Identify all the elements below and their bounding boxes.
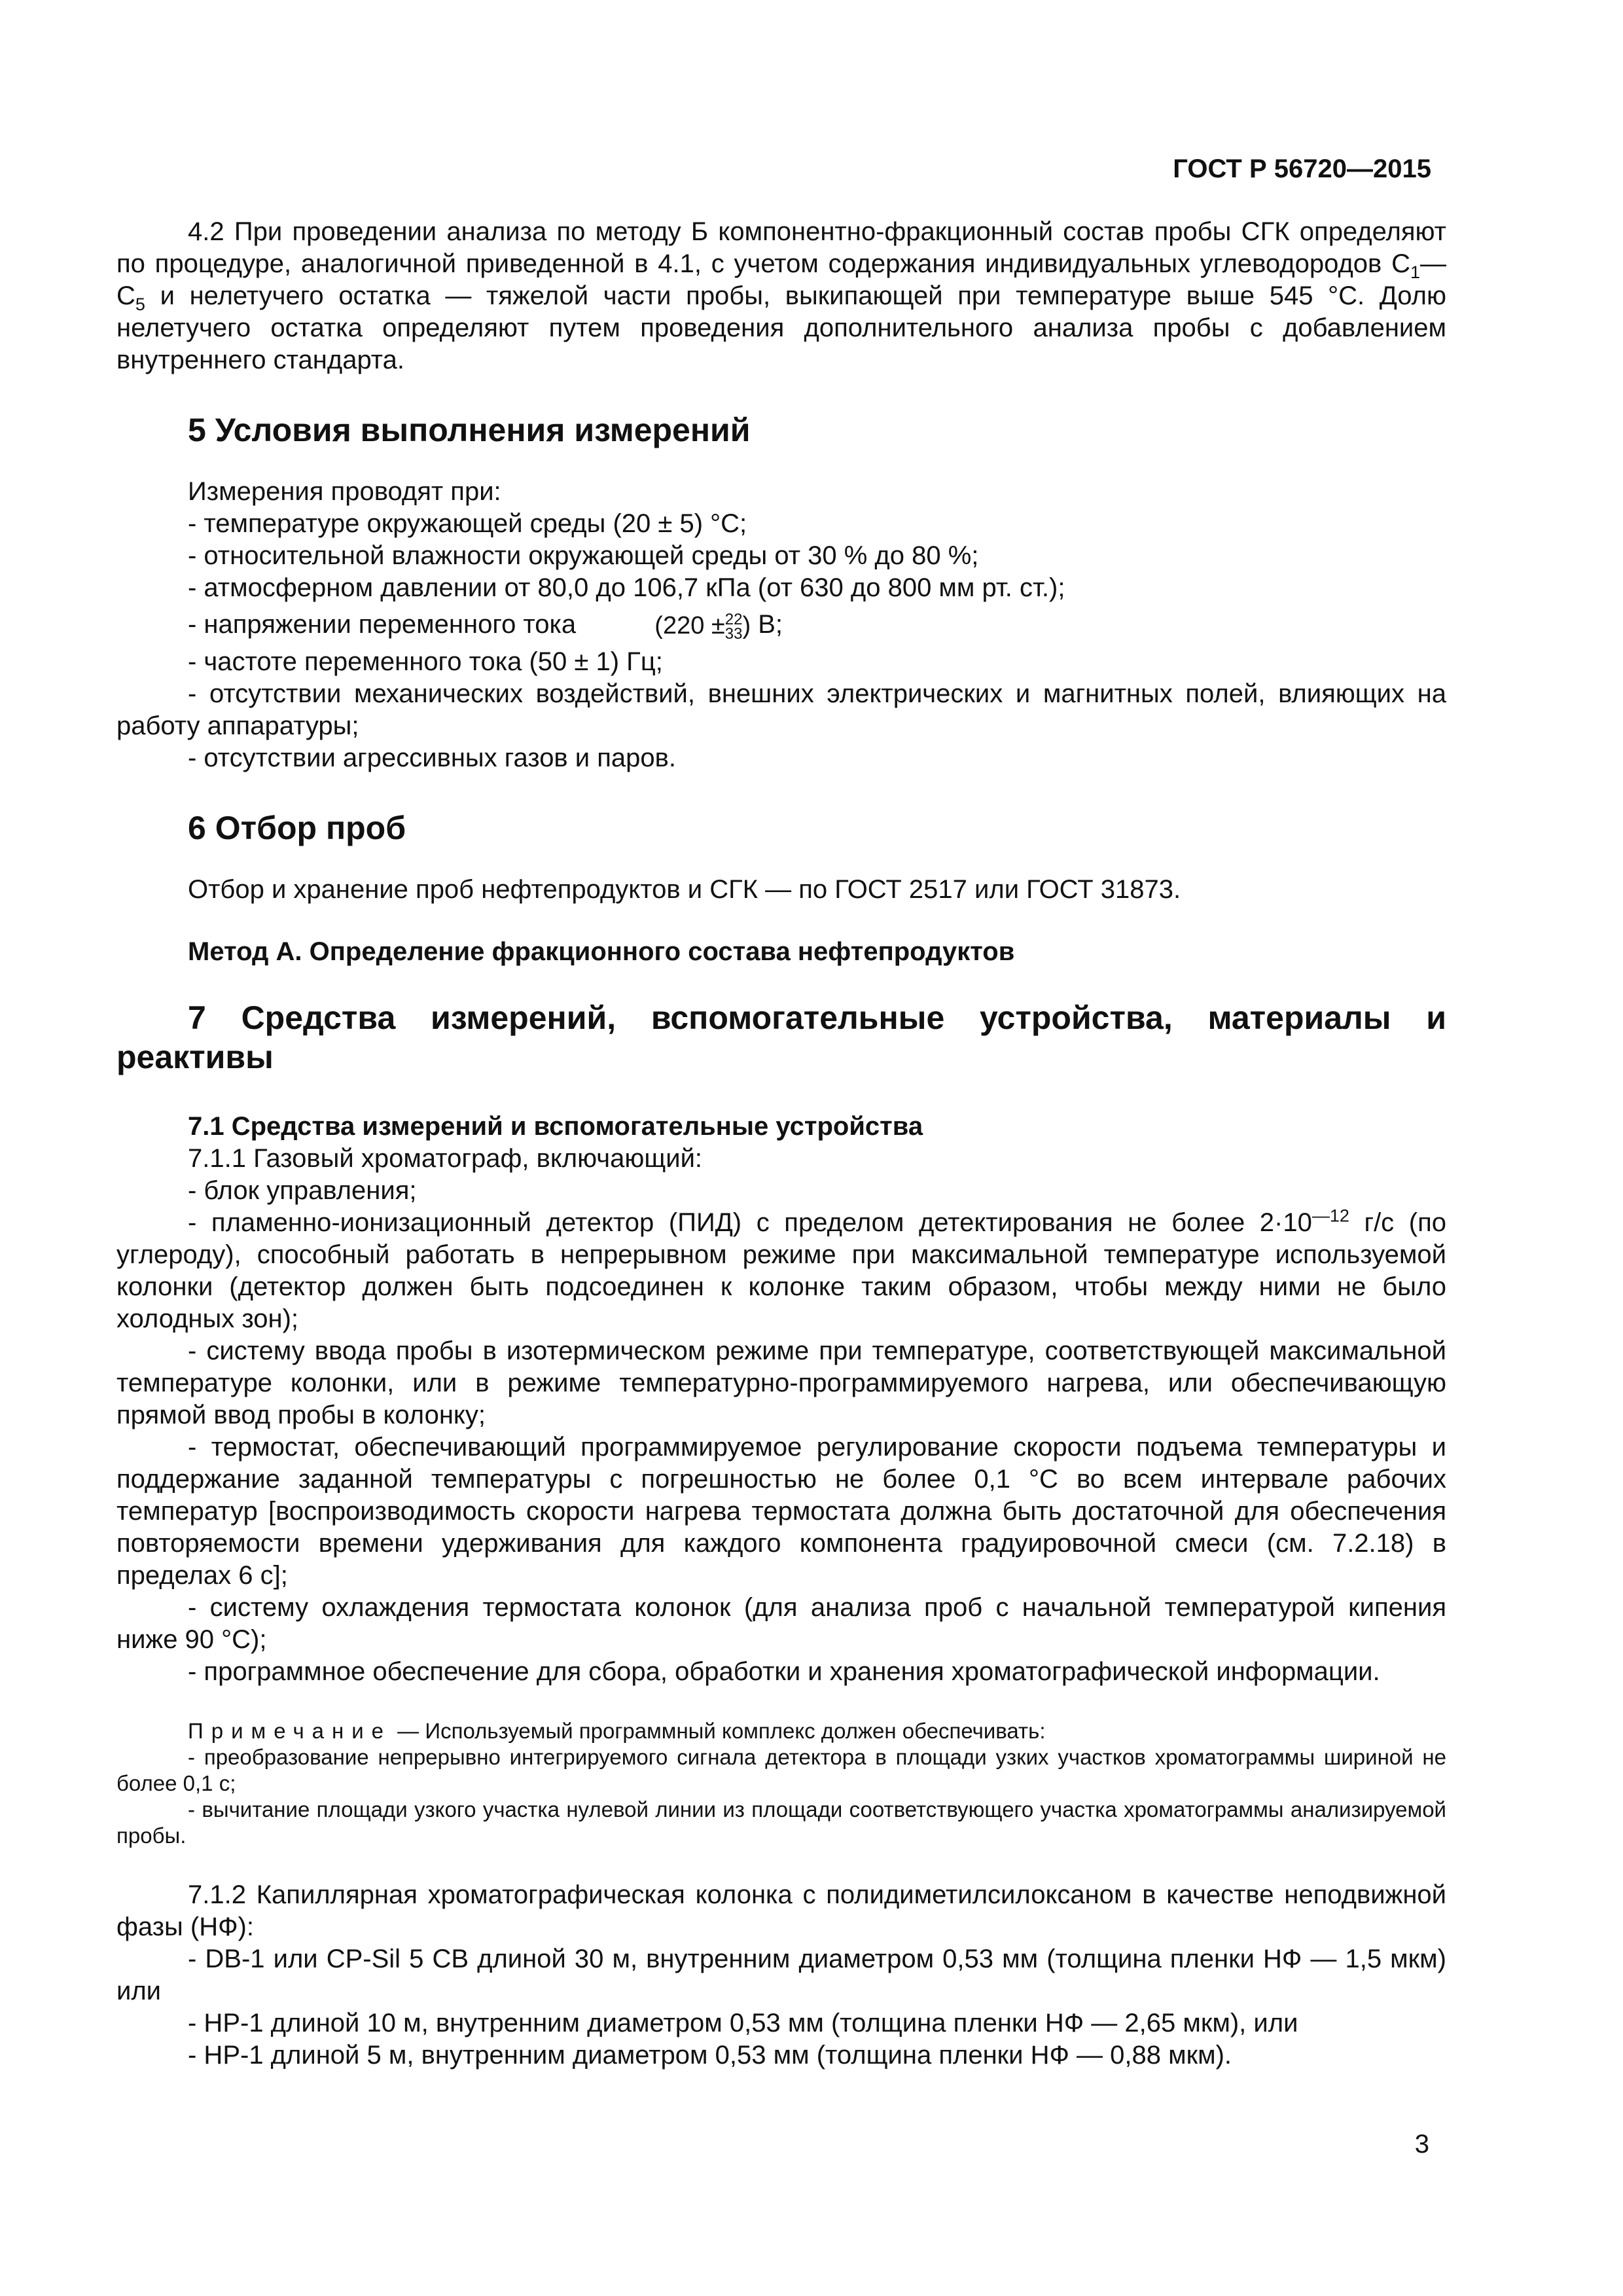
column-item: - DB-1 или CP-Sil 5 СВ длиной 30 м, внутренним диаметром 0,53 мм (толщина пленки НФ — 1,5 мкм) или — [116, 1945, 1446, 2006]
condition-item: - отсутствии механических воздействий, внешних электрических и магнитных полей, влияющих на работу аппаратуры; — [116, 679, 1446, 741]
equipment-item: - программное обеспечение для сбора, обработки и хранения хроматографической информации. — [188, 1657, 1380, 1687]
note-item: - вычитание площади узкого участка нулевой линии из площади соответствующего участка хроматограммы анализируемой пробы. — [116, 1797, 1446, 1848]
note-label: Примечание — [188, 1719, 392, 1744]
method-a-heading: Метод А. Определение фракционного состава нефтепродуктов — [188, 937, 1015, 967]
equipment-item: - систему ввода пробы в изотермическом режиме при температуре, соответствующей максимальной температуре колонки, или в режиме температурно-программируемого нагрева, или обеспечивающую прямой ввод пробы в колонку; — [116, 1336, 1446, 1430]
section-6-heading: 6 Отбор проб — [188, 810, 406, 847]
section-5-heading: 5 Условия выполнения измерений — [188, 412, 751, 448]
condition-item: - отсутствии агрессивных газов и паров. — [188, 744, 677, 773]
note-block — [116, 1718, 1446, 1849]
column-item: - HP-1 длиной 5 м, внутренним диаметром 0,53 мм (толщина пленки НФ — 0,88 мкм). — [188, 2041, 1232, 2070]
conditions-intro: Измерения проводят при: — [188, 477, 501, 506]
condition-item: - температуре окружающей среды (20 ± 5) °С; — [188, 509, 747, 538]
condition-item: - частоте переменного тока (50 ± 1) Гц; — [188, 647, 663, 677]
condition-item: - атмосферном давлении от 80,0 до 106,7 кПа (от 630 до 800 мм рт. ст.); — [188, 573, 1065, 602]
paragraph-7-1-2: 7.1.2 Капиллярная хроматографическая колонка с полидиметилсилоксаном в качестве неподвижной фазы (НФ): — [116, 1880, 1446, 1942]
condition-item-voltage: - напряжении переменного тока (220 ± 22 33 ) В; — [116, 604, 1446, 646]
note-heading: Примечание — Используемый программный комплекс должен обеспечивать: — [188, 1719, 1046, 1744]
document-number: ГОСТ Р 56720—2015 — [1173, 154, 1431, 183]
page-number: 3 — [1414, 2130, 1429, 2159]
sampling-text: Отбор и хранение проб нефтепродуктов и СГК — по ГОСТ 2517 или ГОСТ 31873. — [188, 875, 1181, 905]
condition-item: - относительной влажности окружающей среды от 30 % до 80 %; — [188, 541, 979, 570]
equipment-item: - систему охлаждения термостата колонок (для анализа проб с начальной температурой кипения ниже 90 °С); — [116, 1593, 1446, 1655]
paragraph-4-2: 4.2 При проведении анализа по методу Б компонентно-фракционный состав пробы СГК определяют по процедуре, аналогичной приведенной в 4.1, с учетом содержания индивидуальных углеводородов $С_1—С_5$ и нелетучего остатка — тяжелой части пробы, выкипающей при температуре выше 545 °С. Долю нелетучего остатка определяют путем проведения дополнительного анализа пробы с добавлением внутреннего стандарта. — [116, 217, 1446, 374]
equipment-item-detector: - пламенно-ионизационный детектор (ПИД) с пределом детектирования не более $2\cdot 10^{—12}$ г/с (по углероду), способный работать в непрерывном режиме при максимальной температуре используемой колонки (детектор должен быть подсоединен к колонке таким образом, чтобы между ними не было холодных зон); — [116, 1206, 1446, 1334]
column-item: - HP-1 длиной 10 м, внутренним диаметром 0,53 мм (толщина пленки НФ — 2,65 мкм), или — [188, 2009, 1298, 2038]
paragraph-7-1-1: 7.1.1 Газовый хроматограф, включающий: — [188, 1144, 703, 1174]
section-7-heading: 7 Средства измерений, вспомогательные устройства, материалы и реактивы — [116, 999, 1446, 1076]
equipment-item: - термостат, обеспечивающий программируемое регулирование скорости подъема температуры и поддержание заданной температуры с погрешностью не более 0,1 °С во всем интервале рабочих температур [воспроизводимость скорости нагрева термостата должна быть достаточной для обеспечения повторяемости времени удерживания для каждого компонента градуировочной смеси (см. 7.2.18) в пределах 6 с]; — [116, 1433, 1446, 1590]
section-7-1-heading: 7.1 Средства измерений и вспомогательные устройства — [188, 1112, 923, 1141]
page-content — [116, 216, 1446, 2072]
voltage-formula: (220 ± 22 33 ) — [654, 611, 751, 643]
equipment-item: - блок управления; — [188, 1176, 417, 1206]
note-item: - преобразование непрерывно интегрируемого сигнала детектора в площади узких участков хроматограммы шириной не более 0,1 с; — [116, 1745, 1446, 1796]
